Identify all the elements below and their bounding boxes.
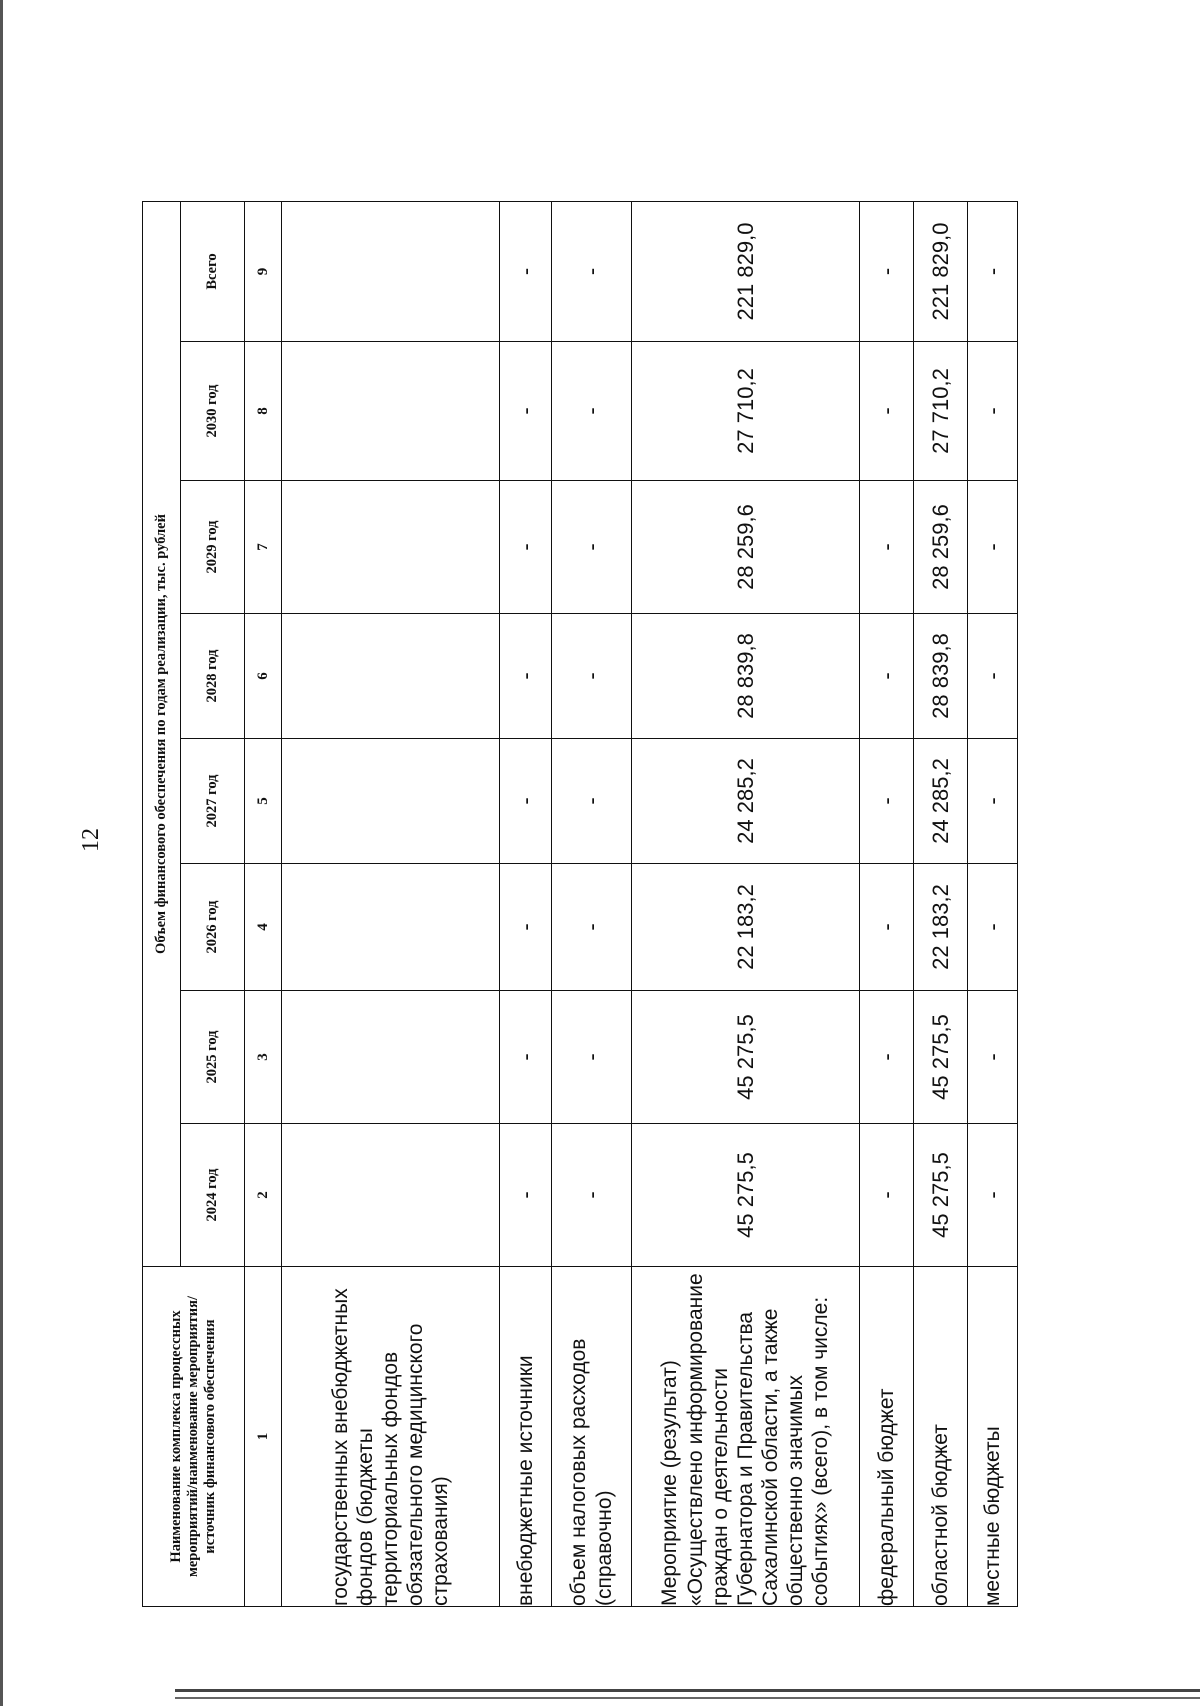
- column-number: 2: [245, 1124, 282, 1267]
- row-value: 28 839,8: [914, 614, 968, 739]
- table-row: [632, 202, 860, 1607]
- header-year: 2028 год: [181, 614, 245, 739]
- row-name: местные бюджеты: [968, 1267, 1018, 1607]
- row-value: -: [860, 1124, 914, 1267]
- table-row: [282, 202, 500, 1607]
- row-value: 221 829,0: [632, 202, 860, 342]
- column-number: 1: [245, 1267, 282, 1607]
- row-value: -: [552, 614, 632, 739]
- row-value: -: [552, 481, 632, 614]
- page-number: 12: [78, 828, 104, 852]
- header-year: 2024 год: [181, 1124, 245, 1267]
- row-value: [282, 202, 500, 342]
- row-value: -: [860, 864, 914, 991]
- column-number: 7: [245, 481, 282, 614]
- scan-bottom-edge: [175, 1689, 1200, 1692]
- row-value: -: [500, 864, 552, 991]
- header-group-title: Объем финансового обеспечения по годам реализации, тыс. рублей: [143, 202, 181, 1267]
- row-value: -: [552, 342, 632, 481]
- row-value: 24 285,2: [632, 739, 860, 864]
- header-year: 2026 год: [181, 864, 245, 991]
- row-value: 27 710,2: [914, 342, 968, 481]
- scan-bottom-edge-secondary: [175, 1697, 1200, 1699]
- financing-table: [142, 201, 1018, 1607]
- row-value: -: [552, 991, 632, 1124]
- row-value: -: [860, 614, 914, 739]
- row-value: [282, 481, 500, 614]
- column-number: 3: [245, 991, 282, 1124]
- row-name: федеральный бюджет: [860, 1267, 914, 1607]
- header-name-column: Наименование комплекса процессных мероприятий/наименование мероприятия/источник финансового обеспечения: [143, 1267, 245, 1607]
- row-value: -: [860, 481, 914, 614]
- row-value: 28 259,6: [632, 481, 860, 614]
- row-value: 28 839,8: [632, 614, 860, 739]
- table-row: [552, 202, 632, 1607]
- row-value: 27 710,2: [632, 342, 860, 481]
- row-value: 221 829,0: [914, 202, 968, 342]
- row-value: -: [860, 202, 914, 342]
- column-number: 6: [245, 614, 282, 739]
- row-value: [282, 739, 500, 864]
- row-value: -: [500, 481, 552, 614]
- row-value: -: [552, 202, 632, 342]
- row-value: -: [968, 342, 1018, 481]
- row-value: [282, 864, 500, 991]
- row-value: 24 285,2: [914, 739, 968, 864]
- row-name: объем налоговых расходов (справочно): [552, 1267, 632, 1607]
- table-row: [500, 202, 552, 1607]
- row-value: -: [860, 739, 914, 864]
- column-number: 8: [245, 342, 282, 481]
- row-value: -: [860, 342, 914, 481]
- row-name: внебюджетные источники: [500, 1267, 552, 1607]
- row-value: -: [968, 202, 1018, 342]
- row-name: Мероприятие (результат) «Осуществлено информирование граждан о деятельности Губернатора и Правительства Сахалинской области, а также общественно значимых событиях» (всего), в том числе:: [632, 1267, 860, 1607]
- row-value: -: [500, 202, 552, 342]
- row-value: -: [500, 991, 552, 1124]
- header-year: 2027 год: [181, 739, 245, 864]
- row-value: -: [500, 739, 552, 864]
- row-value: -: [968, 991, 1018, 1124]
- table-row: [860, 202, 914, 1607]
- row-value: [282, 991, 500, 1124]
- row-value: -: [968, 1124, 1018, 1267]
- row-value: -: [500, 1124, 552, 1267]
- header-year: 2025 год: [181, 991, 245, 1124]
- column-number: 4: [245, 864, 282, 991]
- header-total: Всего: [181, 202, 245, 342]
- row-value: -: [500, 342, 552, 481]
- row-value: -: [968, 481, 1018, 614]
- row-value: 45 275,5: [914, 1124, 968, 1267]
- row-value: -: [968, 739, 1018, 864]
- row-value: 28 259,6: [914, 481, 968, 614]
- column-number: 9: [245, 202, 282, 342]
- row-value: -: [552, 864, 632, 991]
- row-value: -: [500, 614, 552, 739]
- row-value: [282, 1124, 500, 1267]
- row-name: государственных внебюджетных фондов (бюджеты территориальных фондов обязательного медицинского страхования): [282, 1267, 500, 1607]
- header-year: 2029 год: [181, 481, 245, 614]
- row-name: областной бюджет: [914, 1267, 968, 1607]
- row-value: [282, 614, 500, 739]
- column-number: 5: [245, 739, 282, 864]
- row-value: 45 275,5: [632, 1124, 860, 1267]
- row-value: -: [860, 991, 914, 1124]
- row-value: 45 275,5: [632, 991, 860, 1124]
- row-value: 22 183,2: [632, 864, 860, 991]
- row-value: 45 275,5: [914, 991, 968, 1124]
- table-row: [914, 202, 968, 1607]
- row-value: [282, 342, 500, 481]
- row-value: -: [968, 614, 1018, 739]
- row-value: -: [968, 864, 1018, 991]
- table-row: [968, 202, 1018, 1607]
- header-year: 2030 год: [181, 342, 245, 481]
- row-value: -: [552, 739, 632, 864]
- row-value: 22 183,2: [914, 864, 968, 991]
- row-value: -: [552, 1124, 632, 1267]
